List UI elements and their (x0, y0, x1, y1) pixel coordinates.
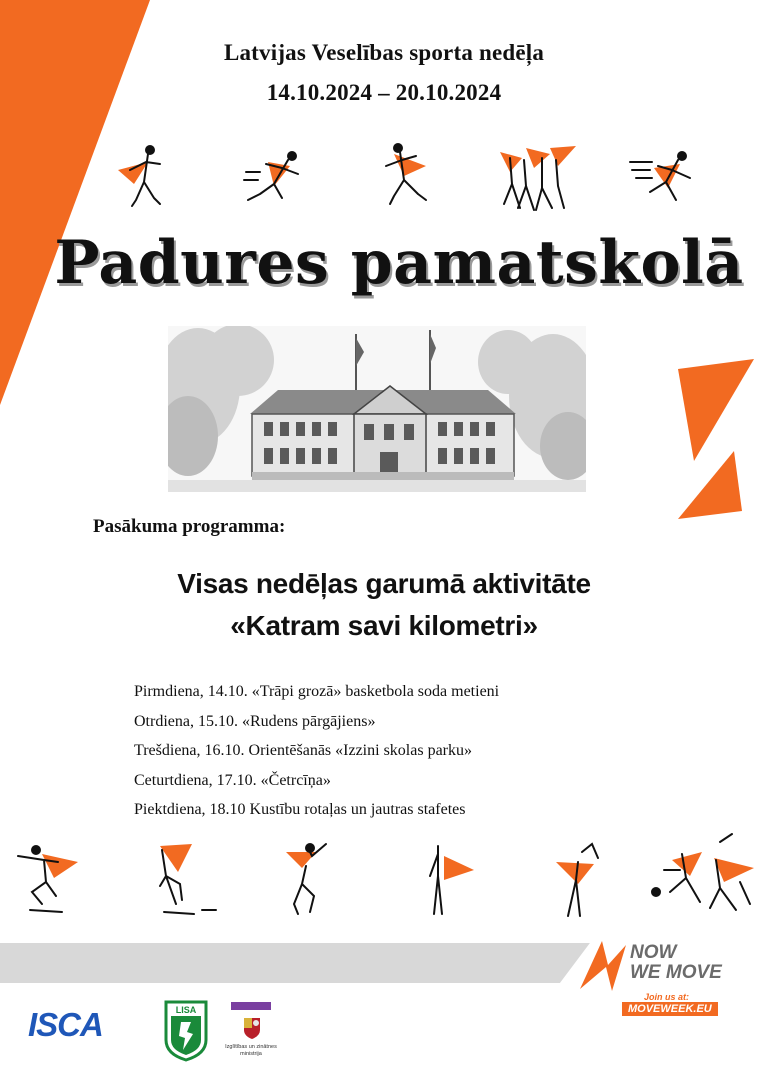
dancer-icon (280, 838, 360, 918)
standing-figure-icon (420, 840, 500, 920)
now-label: NOW (630, 942, 677, 963)
izm-caption-line1: Izglītības un zinātnes (225, 1044, 277, 1050)
sprinting-figure-icon (238, 142, 318, 222)
lisa-shield-logo (163, 1000, 209, 1062)
izm-ministry-logo (227, 1002, 275, 1066)
move-arrow-icon (578, 939, 628, 993)
schedule-item-tuesday: Otrdiena, 15.10. «Rudens pārgājiens» (134, 712, 376, 730)
lisa-logo-text: LISA (175, 1005, 197, 1015)
page-title: Padures pamatskolā (54, 228, 744, 298)
we-move-label: WE MOVE (630, 962, 722, 983)
dashing-figure-icon (628, 142, 708, 222)
activity-name: «Katram savi kilometri» (230, 610, 538, 641)
skateboarder-icon (14, 840, 94, 920)
jogging-figure-icon (372, 138, 452, 218)
now-we-move-logo (578, 937, 748, 1017)
schedule-item-wednesday: Trešdiena, 16.10. Orientēšanās «Izzini skolas parku» (134, 742, 472, 760)
football-players-icon (650, 830, 760, 920)
orange-triangles-decoration (668, 355, 758, 525)
izm-caption (223, 1044, 279, 1058)
schedule-item-friday: Piektdiena, 18.10 Kustību rotaļas un jautras stafetes (134, 801, 466, 819)
moveweek-url[interactable]: MOVEWEEK.EU (622, 1002, 718, 1016)
skateboarder-icon (150, 840, 230, 920)
latvia-coat-of-arms-icon (239, 1014, 265, 1040)
izm-purple-bar (231, 1002, 271, 1010)
join-us-label: Join us at: (644, 992, 690, 1002)
event-name: Latvijas Veselības sporta nedēļa (223, 40, 545, 65)
group-runners-icon (490, 138, 580, 218)
program-label: Pasākuma programma: (93, 516, 286, 537)
school-building-sketch (168, 326, 586, 492)
schedule-item-thursday: Ceturtdiena, 17.10. «Četrcīņa» (134, 771, 331, 789)
activity-heading: Visas nedēļas garumā aktivitāte (177, 568, 591, 599)
stretching-figure-icon (552, 840, 632, 920)
event-dates: 14.10.2024 – 20.10.2024 (266, 80, 502, 105)
schedule-list (134, 677, 499, 825)
izm-caption-line2: ministrija (240, 1051, 262, 1057)
running-figure-icon (112, 140, 192, 220)
isca-logo: ISCA (28, 1006, 103, 1043)
schedule-item-monday: Pirmdiena, 14.10. «Trāpi grozā» basketbola soda metieni (134, 683, 500, 700)
